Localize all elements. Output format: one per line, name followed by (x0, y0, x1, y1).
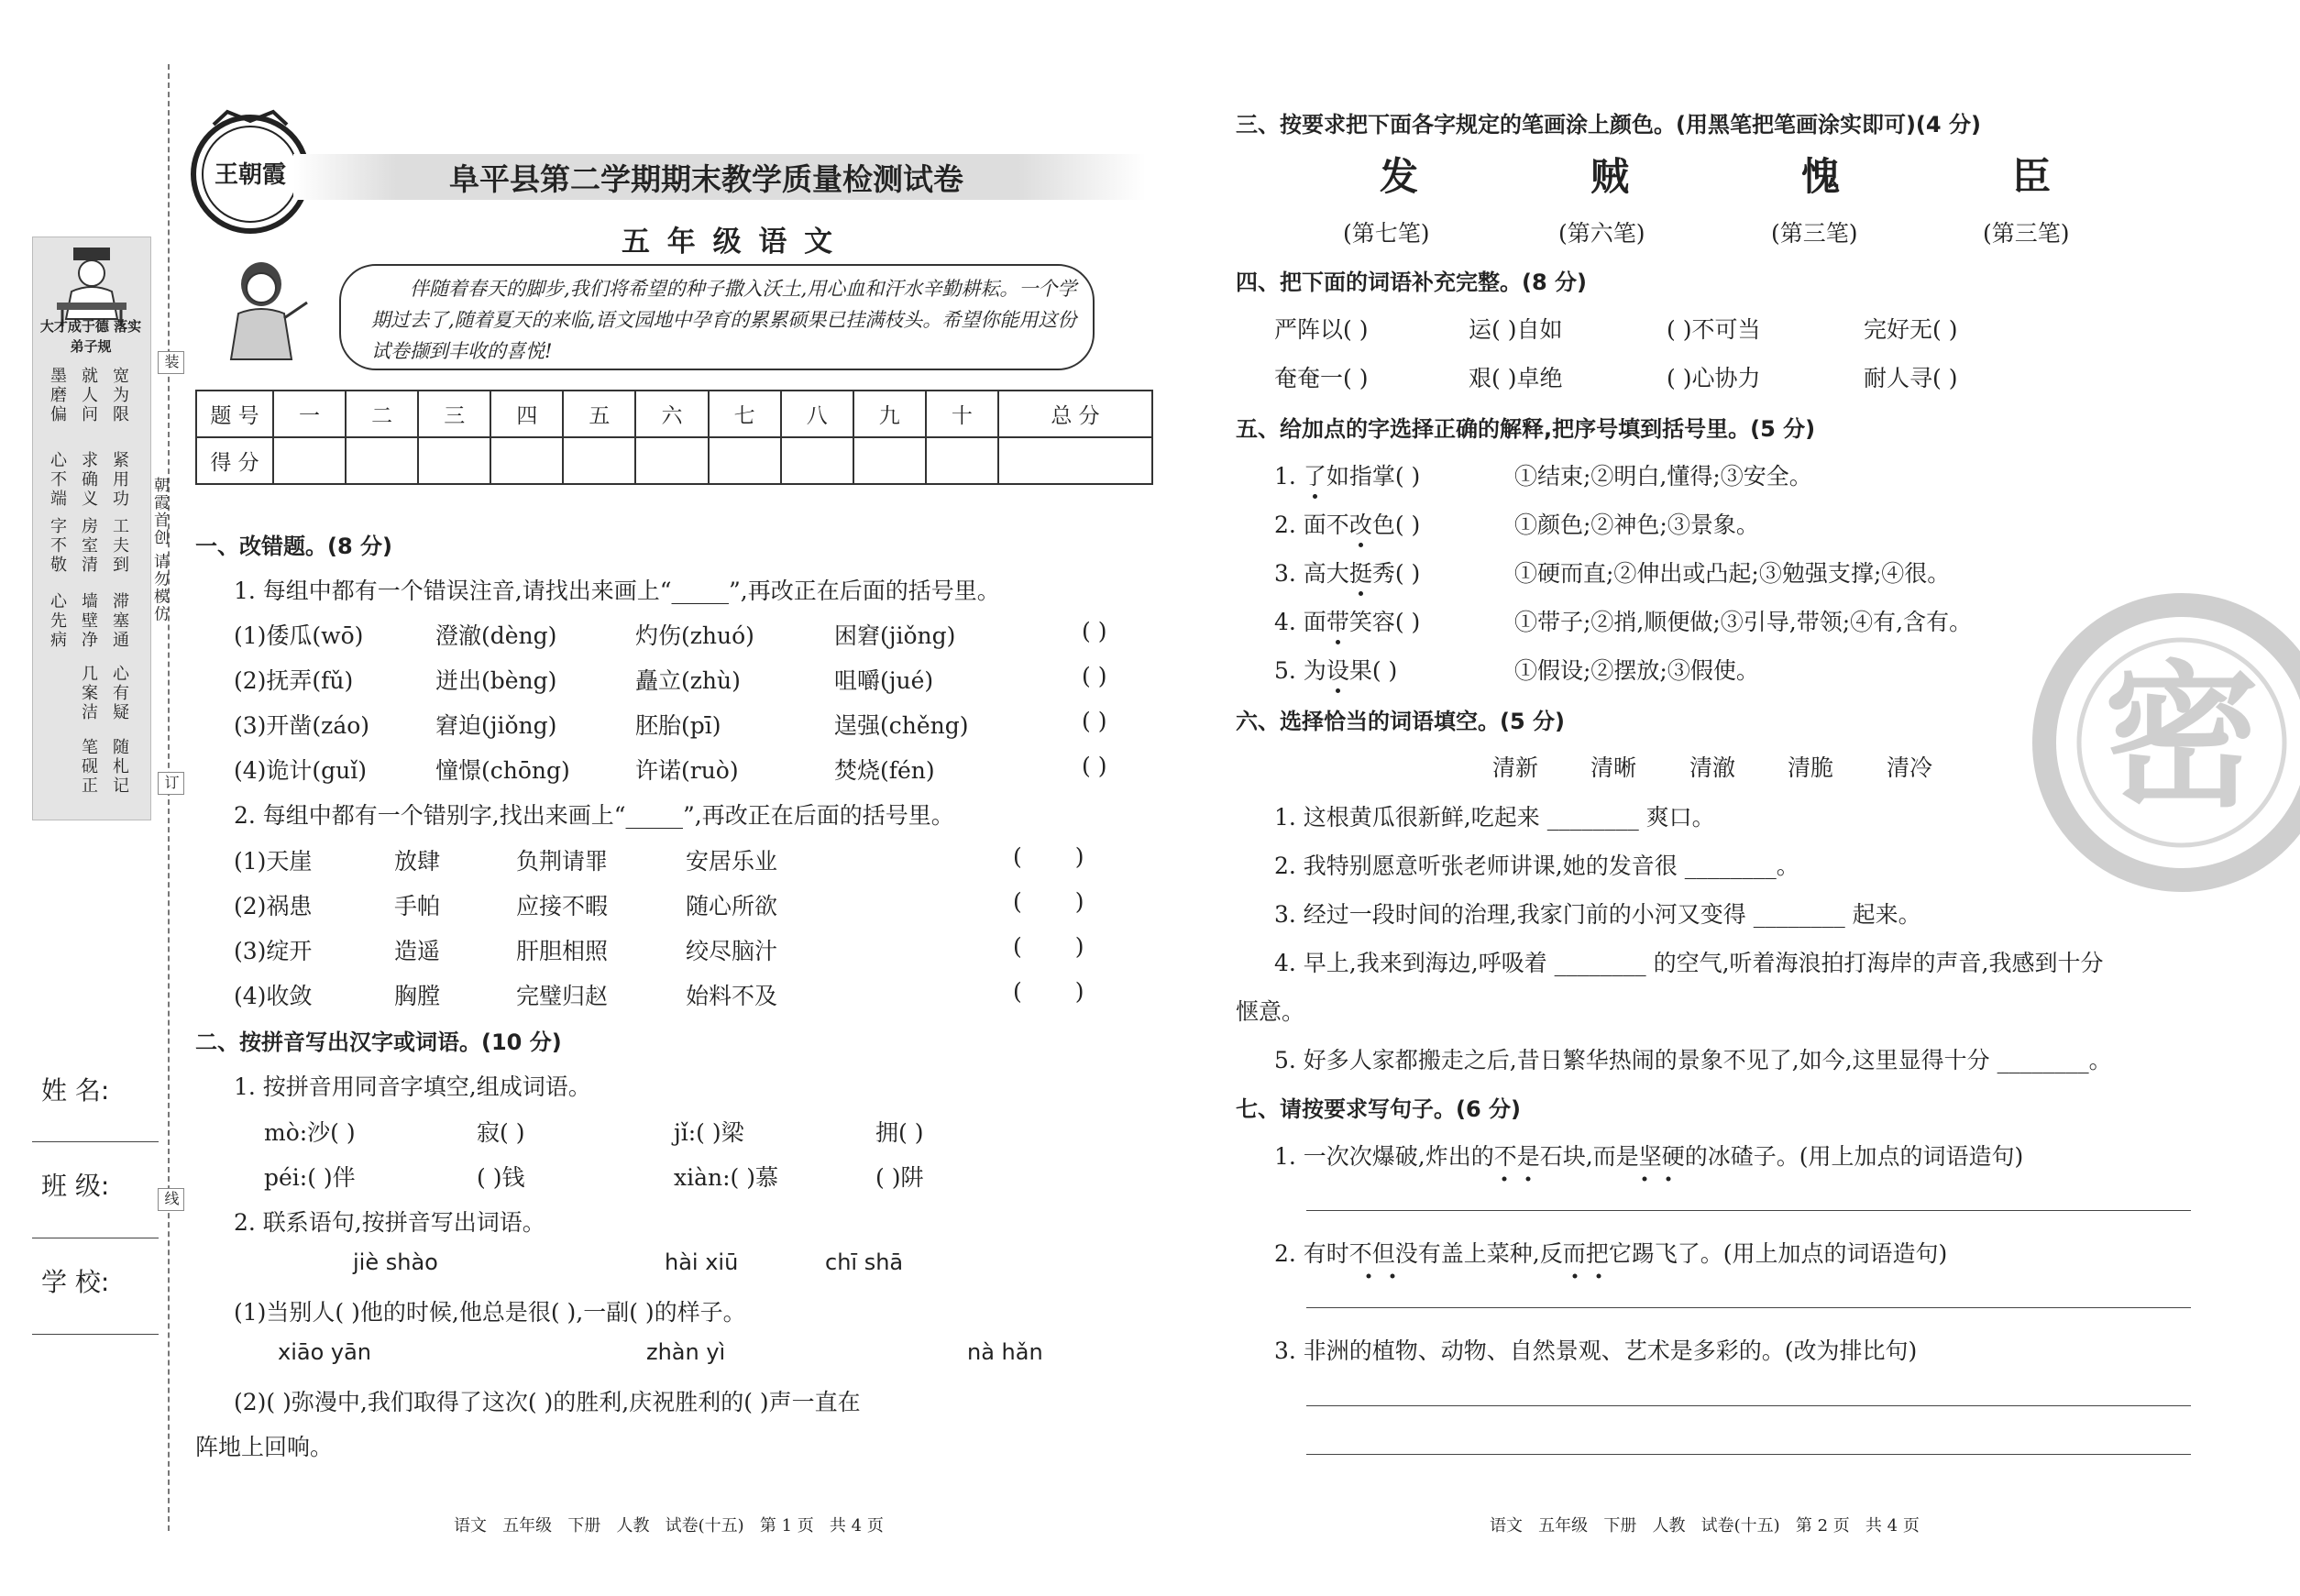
s6-q5[interactable]: 5. 好多人家都搬走之后,昔日繁华热闹的景象不见了,如今,这里显得十分 ________。 (1274, 1047, 2112, 1073)
s2-sentence2[interactable]: (2)( )弥漫中,我们取得了这次( )的胜利,庆祝胜利的( )声一直在 (234, 1389, 861, 1415)
s5-post: 色( ) (1371, 512, 1421, 538)
table-row (196, 437, 1152, 484)
pinyin-chisha: chī shā (825, 1249, 904, 1275)
s1-row2-item1: (2)抚弄(fǔ) (234, 667, 354, 694)
s1-w2-item3: 应接不暇 (516, 893, 609, 919)
pinyin-xiaoyan: xiāo yān (278, 1339, 372, 1365)
stroke-char[interactable]: 愧 (1801, 154, 1841, 199)
answer-line[interactable] (1306, 1307, 2191, 1308)
verse: 字不敬 (48, 517, 67, 575)
pinyin-haixiu: hài xiū (665, 1249, 739, 1275)
cut-mark: 装 (158, 351, 184, 374)
intro-text: 伴随着春天的脚步,我们将希望的种子撒入沃土,用心血和汗水辛勤耕耘。一个学期过去了,随着夏天的来临,语文园地中孕育的累累硕果已挂满枝头。希望你能用这份试卷撷到丰收的喜悦! (371, 278, 1077, 362)
s1-w3-item3: 肝胆相照 (516, 938, 609, 964)
s1-row2-item4: 咀嚼(jué) (834, 667, 934, 694)
s7-q3: 3. 非洲的植物、动物、自然景观、艺术是多彩的。(改为排比句) (1274, 1337, 1918, 1364)
s1-row3-item2: 窘迫(jiǒng) (435, 712, 557, 739)
s5-item-3[interactable] (1274, 556, 1420, 589)
s6-q3[interactable]: 3. 经过一段时间的治理,我家门前的小河又变得 ________ 起来。 (1274, 901, 1921, 928)
s7-q2: 2. 有时不但没有盖上菜种,反而把它踢飞了。(用上加点的词语造句) (1274, 1240, 1948, 1267)
score-input[interactable] (998, 437, 1152, 484)
stroke-char[interactable]: 贼 (1590, 154, 1630, 199)
word-option: 清晰 (1590, 754, 1637, 781)
verse: 紧用功 (110, 451, 129, 509)
s2-r1-item4[interactable]: 拥( ) (875, 1119, 924, 1146)
class-label: 班 级: (41, 1171, 110, 1201)
s4-r2-item3[interactable]: ( )心协力 (1667, 365, 1761, 391)
verse: 墙壁净 (79, 592, 98, 650)
s2-r1-item1[interactable]: mò:沙( ) (264, 1119, 356, 1146)
school-label: 学 校: (41, 1267, 110, 1297)
s5-post: 秀( ) (1371, 560, 1421, 587)
s2-r1-item3[interactable]: jǐ:( )梁 (674, 1119, 744, 1146)
s5-opts-5: ①假设;②摆放;③假使。 (1514, 657, 1759, 684)
sidebar-motto: 大才成于德 落实弟子规 (39, 318, 142, 355)
subject-title: 五 年 级 语 文 (622, 226, 837, 259)
s1-w3-item2: 造遥 (394, 938, 441, 964)
answer-paren[interactable]: ( ) (1013, 843, 1084, 870)
section-2-title: 二、按拼音写出汉字或词语。(10 分) (195, 1029, 562, 1055)
s5-pre: 1. (1274, 463, 1304, 490)
s1-w4-item2: 胸膛 (394, 983, 441, 1009)
page-footer-right: 语文 五年级 下册 人教 试卷(十五) 第 2 页 共 4 页 (1490, 1516, 1920, 1535)
table-row (196, 391, 1152, 437)
s1-row2-item3: 矗立(zhù) (635, 667, 741, 694)
secret-stamp (2030, 591, 2300, 894)
s1-row4-item2: 憧憬(chōng) (435, 757, 570, 784)
s1-row4-item3: 许诺(ruò) (635, 757, 739, 784)
s4-r1-item3[interactable]: ( )不可当 (1667, 316, 1761, 343)
answer-paren[interactable]: ( ) (1082, 663, 1107, 689)
s6-q2[interactable]: 2. 我特别愿意听张老师讲课,她的发音很 ________。 (1274, 853, 1799, 879)
s5-opts-1: ①结束;②明白,懂得;③安全。 (1514, 463, 1812, 490)
answer-paren[interactable]: ( ) (1082, 618, 1107, 644)
s7-q1: 1. 一次次爆破,炸出的不是石块,而是坚硬的冰碴子。(用上加点的词语造句) (1274, 1143, 2024, 1170)
score-input[interactable] (853, 437, 926, 484)
s1-row3-item4: 逞强(chěng) (834, 712, 969, 739)
s1-row3-item3: 胚胎(pī) (635, 712, 721, 739)
emphasis-dots (1366, 1266, 1604, 1273)
s2-r2-item1[interactable]: péi:( )伴 (264, 1164, 356, 1191)
pinyin-jieshao: jiè shào (353, 1249, 438, 1275)
s1-row1-item1: (1)倭瓜(wō) (234, 622, 364, 649)
s1-w1-item2: 放肆 (394, 848, 441, 875)
verse: 心有疑 (110, 665, 129, 722)
table-cell: 得 分 (196, 437, 273, 484)
stroke-char[interactable]: 发 (1380, 154, 1419, 199)
s5-item-1[interactable] (1274, 458, 1420, 491)
s1-row1-item2: 澄澈(dèng) (435, 622, 557, 649)
table-cell: 题 号 (196, 391, 273, 437)
exam-title: 阜平县第二学期期末教学质量检测试卷 (449, 161, 963, 197)
s2-sentence2-cont: 阵地上回响。 (195, 1434, 334, 1460)
word-option: 清新 (1492, 754, 1539, 781)
word-option: 清冷 (1887, 754, 1933, 781)
stamp-char: 密 (2103, 647, 2260, 829)
cut-mark: 订 (158, 772, 184, 795)
answer-paren[interactable]: ( ) (1082, 753, 1107, 779)
table-cell: 六 (635, 391, 708, 437)
score-input[interactable] (709, 437, 781, 484)
s6-q1[interactable]: 1. 这根黄瓜很新鲜,吃起来 ________ 爽口。 (1274, 804, 1715, 831)
table-cell: 总 分 (998, 391, 1152, 437)
s5-item-5[interactable] (1274, 653, 1397, 686)
table-cell: 二 (346, 391, 418, 437)
dotted-char: 改 (1349, 507, 1372, 540)
section-1-title: 一、改错题。(8 分) (195, 534, 392, 559)
s5-opts-3: ①硬而直;②伸出或凸起;③勉强支撑;④很。 (1514, 560, 1951, 587)
table-cell: 四 (490, 391, 563, 437)
s4-r2-item1[interactable]: 奄奄一( ) (1274, 365, 1369, 391)
s1-q2: 2. 每组中都有一个错别字,找出来画上“_____”,再改正在后面的括号里。 (234, 802, 954, 829)
copyright-note: 朝霞首创 请勿模仿 (150, 477, 169, 623)
s6-q4-cont: 惬意。 (1236, 998, 1305, 1025)
s1-w3-item1: (3)绽开 (234, 938, 313, 964)
sidebar-verses-grid (48, 367, 139, 807)
s5-opts-4: ①带子;②捎,顺便做;③引导,带领;④有,含有。 (1514, 609, 1973, 635)
verse: 宽为限 (110, 367, 129, 424)
table-cell: 七 (709, 391, 781, 437)
dotted-char: 了 (1304, 458, 1326, 491)
s4-r1-item1[interactable]: 严阵以( ) (1274, 316, 1369, 343)
teacher-illustration (211, 259, 321, 364)
binding-line (168, 64, 170, 1531)
dotted-char: 带 (1326, 604, 1349, 637)
brand-name: 王朝霞 (214, 161, 286, 189)
s5-pre: 5. 为 (1274, 657, 1326, 684)
pinyin-nahan: nà hǎn (967, 1339, 1043, 1365)
s5-item-2[interactable] (1274, 507, 1420, 540)
verse: 随札记 (110, 738, 129, 796)
table-cell: 十 (926, 391, 998, 437)
s1-row1-item3: 灼伤(zhuó) (635, 622, 754, 649)
s1-row4-item1: (4)诡计(guǐ) (234, 757, 368, 784)
emphasis-dots (1502, 1169, 1685, 1176)
answer-paren[interactable]: ( ) (1082, 708, 1107, 734)
s1-row4-item4: 焚烧(fén) (834, 757, 935, 784)
name-field[interactable] (32, 1141, 159, 1142)
s2-r2-item4[interactable]: ( )阱 (875, 1164, 924, 1191)
s5-opts-2: ①颜色;②神色;③景象。 (1514, 512, 1759, 538)
verse: 求确义 (79, 451, 98, 509)
verse: 心不端 (48, 451, 67, 509)
score-input[interactable] (490, 437, 563, 484)
table-cell: 三 (418, 391, 490, 437)
score-input[interactable] (563, 437, 635, 484)
s1-w2-item2: 手帕 (394, 893, 441, 919)
s1-w4-item4: 始料不及 (686, 983, 778, 1009)
s4-r2-item2[interactable]: 艰( )卓绝 (1469, 365, 1563, 391)
verse: 房室清 (79, 517, 98, 575)
s2-r1-item2[interactable]: 寂( ) (477, 1119, 525, 1146)
s1-row2-item2: 迸出(bèng) (435, 667, 557, 694)
s1-w2-item4: 随心所欲 (686, 893, 778, 919)
score-input[interactable] (346, 437, 418, 484)
s1-row3-item1: (3)开凿(záo) (234, 712, 370, 739)
s5-post: 果( ) (1348, 657, 1398, 684)
s2-r2-item3[interactable]: xiàn:( )慕 (674, 1164, 778, 1191)
s1-w4-item3: 完璧归赵 (516, 983, 609, 1009)
s2-q2: 2. 联系语句,按拼音写出词语。 (234, 1209, 545, 1236)
s5-item-4[interactable] (1274, 604, 1420, 637)
score-input[interactable] (418, 437, 490, 484)
s1-w3-item4: 绞尽脑汁 (686, 938, 778, 964)
s4-r1-item4[interactable]: 完好无( ) (1864, 316, 1958, 343)
score-input[interactable] (635, 437, 708, 484)
table-cell: 九 (853, 391, 926, 437)
s4-r1-item2[interactable]: 运( )自如 (1469, 316, 1563, 343)
score-input[interactable] (273, 437, 346, 484)
s2-q1: 1. 按拼音用同音字填空,组成词语。 (234, 1073, 591, 1100)
section-6-title: 六、选择恰当的词语填空。(5 分) (1236, 709, 1565, 734)
page-footer-left: 语文 五年级 下册 人教 试卷(十五) 第 1 页 共 4 页 (454, 1516, 884, 1535)
stroke-note: (第七笔) (1343, 220, 1430, 247)
dotted-char: 设 (1326, 653, 1349, 686)
s1-w1-item1: (1)天崖 (234, 848, 313, 875)
verse: 就人问 (79, 367, 98, 424)
answer-line[interactable] (1306, 1454, 2191, 1455)
cut-mark: 线 (158, 1188, 184, 1211)
score-table (195, 390, 1153, 485)
verse: 笔砚正 (79, 738, 98, 796)
section-3-title: 三、按要求把下面各字规定的笔画涂上颜色。(用黑笔把笔画涂实即可)(4 分) (1236, 112, 1981, 138)
s2-r2-item2[interactable]: ( )钱 (477, 1164, 525, 1191)
s1-w1-item3: 负荆请罪 (516, 848, 609, 875)
stroke-note: (第三笔) (1983, 220, 2070, 247)
table-cell: 五 (563, 391, 635, 437)
s1-w2-item1: (2)祸患 (234, 893, 313, 919)
s5-pre: 2. 面不 (1274, 512, 1349, 538)
s5-pre: 4. 面 (1274, 609, 1326, 635)
verse: 墨磨偏 (48, 367, 67, 424)
verse: 工夫到 (110, 517, 129, 575)
s5-pre: 3. 高大 (1274, 560, 1349, 587)
s1-w4-item1: (4)收敛 (234, 983, 313, 1009)
pinyin-zhanyi: zhàn yì (646, 1339, 726, 1365)
stroke-char[interactable]: 臣 (2012, 154, 2052, 199)
answer-paren[interactable]: ( ) (1013, 888, 1084, 915)
section-4-title: 四、把下面的词语补充完整。(8 分) (1236, 270, 1587, 295)
s1-row1-item4: 困窘(jiǒng) (834, 622, 956, 649)
s1-w1-item4: 安居乐业 (686, 848, 778, 875)
score-input[interactable] (926, 437, 998, 484)
s6-q4[interactable]: 4. 早上,我来到海边,呼吸着 ________ 的空气,听着海浪拍打海岸的声音,我感到十分 (1274, 950, 2104, 976)
school-field[interactable] (32, 1334, 159, 1335)
table-cell: 一 (273, 391, 346, 437)
answer-paren[interactable]: ( ) (1013, 933, 1084, 960)
s1-q1: 1. 每组中都有一个错误注音,请找出来画上“_____”,再改正在后面的括号里。 (234, 578, 1000, 604)
word-option: 清澈 (1689, 754, 1736, 781)
s2-sentence1[interactable]: (1)当别人( )他的时候,他总是很( ),一副( )的样子。 (234, 1299, 746, 1326)
dotted-char: 挺 (1349, 556, 1372, 589)
section-7-title: 七、请按要求写句子。(6 分) (1236, 1096, 1521, 1122)
table-cell: 八 (781, 391, 853, 437)
verse: 滞塞通 (110, 592, 129, 650)
verse: 几案洁 (79, 665, 98, 722)
score-input[interactable] (781, 437, 853, 484)
answer-line[interactable] (1306, 1210, 2191, 1211)
stroke-note: (第三笔) (1771, 220, 1858, 247)
s5-post: 笑容( ) (1348, 609, 1421, 635)
stroke-note: (第六笔) (1558, 220, 1645, 247)
section-5-title: 五、给加点的字选择正确的解释,把序号填到括号里。(5 分) (1236, 416, 1816, 442)
name-label: 姓 名: (41, 1075, 110, 1106)
answer-paren[interactable]: ( ) (1013, 978, 1084, 1005)
verse: 心先病 (48, 592, 67, 650)
s5-post: 如指掌( ) (1326, 463, 1421, 490)
s4-r2-item4[interactable]: 耐人寻( ) (1864, 365, 1958, 391)
word-option: 清脆 (1788, 754, 1834, 781)
answer-line[interactable] (1306, 1405, 2191, 1406)
